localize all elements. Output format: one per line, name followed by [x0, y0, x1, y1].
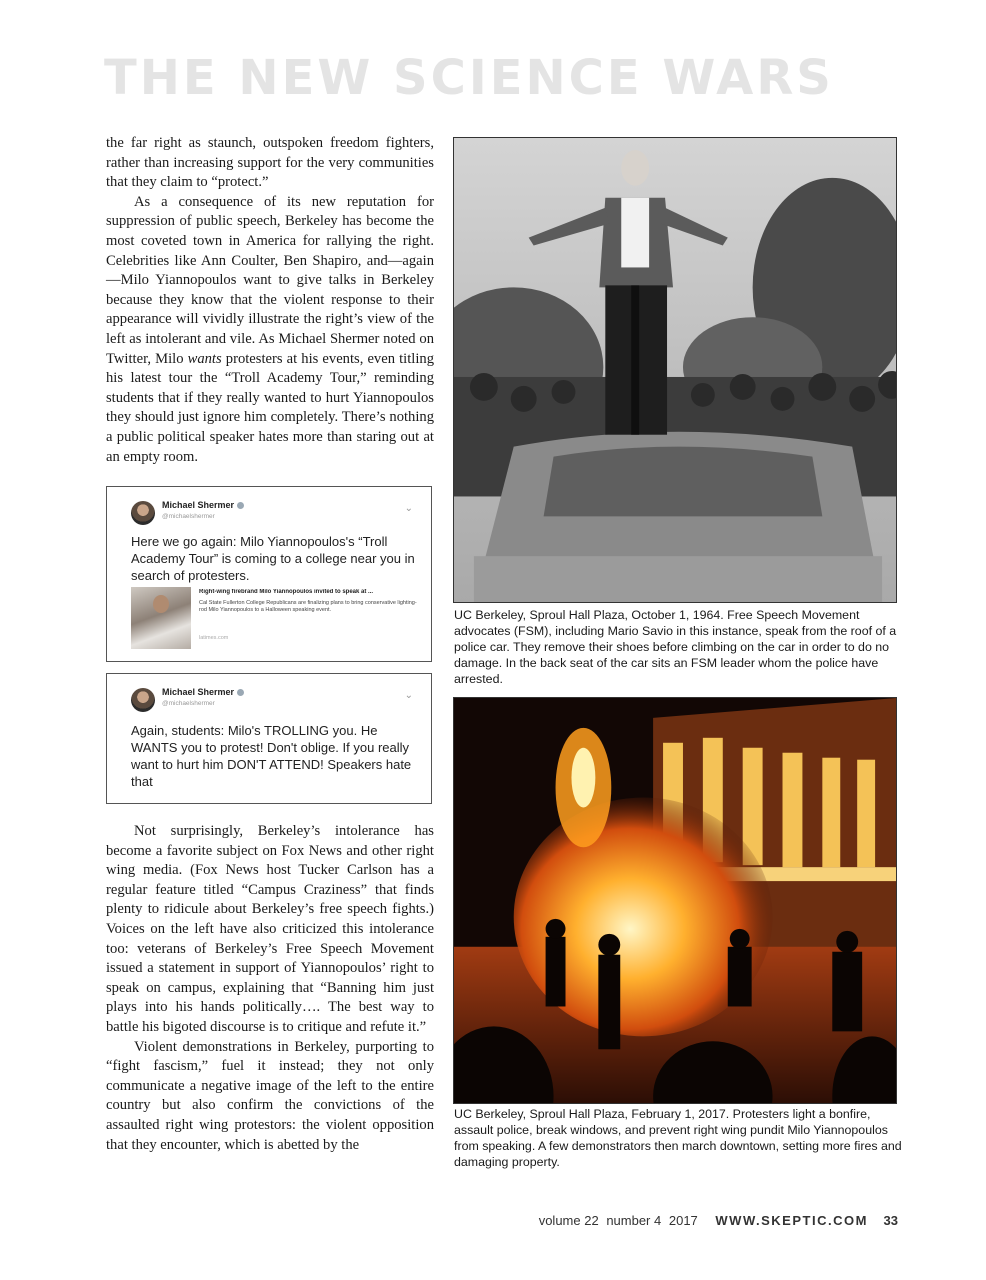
article-column-bottom	[106, 822, 434, 1155]
paragraph: the far right as staunch, outspoken freedom fighters, rather than increasing support for the very communities that they claim to “protect.”	[106, 135, 434, 191]
avatar	[131, 688, 155, 712]
photo-2-caption: UC Berkeley, Sproul Hall Plaza, February 1, 2017. Protesters light a bonfire, assault police, break windows, and prevent right wing pundit Milo Yiannopoulos from speaking. A few demonstrators then march downtown, setting more fires and damaging property.	[454, 1107, 902, 1169]
paragraph: Violent demonstrations in Berkeley, purporting to “fight fascism,” fuel it instead; they not only communicate a negative image of the left to the entire country but also confirm the convictions of the assaulted right wing protestors: the violent opposition that they encounter, which is abetted by the	[106, 1038, 434, 1153]
tweet-text: Here we go again: Milo Yiannopoulos's “Troll Academy Tour” is coming to a college near you in search of protesters.	[131, 534, 415, 583]
page-footer	[535, 1213, 898, 1228]
footer-year: 2017	[668, 1213, 698, 1228]
photo-1964-protest	[453, 137, 897, 603]
article-column-top	[106, 134, 434, 467]
link-preview-title: Right-wing firebrand Milo Yiannopoulos invited to speak at ...	[199, 589, 374, 595]
footer-volume: volume 22	[538, 1213, 599, 1228]
photo-2017-protest	[453, 697, 897, 1104]
paragraph-text: protesters at his events, even titling his latest tour the “Troll Academy Tour,” reminding students that if they really wanted to hurt Yiannopoulos they should just ignore him completely. There’s nothing a public political speaker hates more than staring out at an empty room.	[106, 350, 434, 465]
author-name-text: Michael Shermer	[162, 687, 235, 697]
tweet-header	[131, 499, 417, 527]
page-number: 33	[883, 1213, 898, 1228]
link-preview-description: Cal State Fullerton College Republicans are finalizing plans to bring conservative lighting-rod Milo Yiannopoulos to a Halloween speaking event.	[199, 600, 417, 613]
emphasis: wants	[187, 350, 222, 367]
verified-icon	[237, 689, 244, 696]
paragraph-text: As a consequence of its new reputation for suppression of public speech, Berkeley has become the most coveted town in America for rallying the right. Celebrities like Ann Coulter, Ben Shapiro, and—again—Milo Yiannopoulos want to give talks in Berkeley because they know that the violent response to their appearance will vividly illustrate the right’s view of the left as intolerant and vile. As Michael Shermer noted on Twitter, Milo	[106, 193, 434, 367]
author-name-text: Michael Shermer	[162, 500, 235, 510]
verified-icon	[237, 502, 244, 509]
footer-website: WWW.SKEPTIC.COM	[715, 1213, 868, 1228]
tweet-embed	[106, 673, 432, 804]
chevron-down-icon: ⌄	[404, 503, 413, 514]
photo-1-caption: UC Berkeley, Sproul Hall Plaza, October 1, 1964. Free Speech Movement advocates (FSM), including Mario Savio in this instance, speak from the roof of a police car. They remove their shoes before climbing on the car in order to do no damage. In the back seat of the car sits an FSM leader whom the police have arrested.	[454, 608, 897, 686]
link-preview-image	[131, 587, 191, 649]
tweet-header	[131, 686, 417, 714]
link-preview-card	[131, 587, 417, 651]
photo-2017-illustration	[454, 698, 896, 1103]
tweet-text: Again, students: Milo's TROLLING you. He WANTS you to protest! Don't oblige. If you really want to hurt him DON'T ATTEND! Speakers hate that	[131, 723, 412, 789]
tweet-author-handle: @michaelshermer	[162, 700, 215, 707]
tweet-author-handle: @michaelshermer	[162, 513, 215, 520]
tweet-author-name	[162, 500, 244, 510]
page-header-title: THE NEW SCIENCE WARS	[104, 50, 834, 106]
link-preview-source: latimes.com	[199, 635, 229, 641]
avatar	[131, 501, 155, 525]
tweet-author-name	[162, 687, 244, 697]
paragraph: Not surprisingly, Berkeley’s intolerance has become a favorite subject on Fox News and other right wing media. (Fox News host Tucker Carlson has a regular feature titled “Campus Craziness” that finds plenty to ridicule about Berkeley’s free speech fights.) Voices on the left have also criticized this intolerance too: veterans of Berkeley’s Free Speech Movement issued a statement in support of Yiannopoulos’ right to speak on campus, explaining that “Banning him just plays into his hands politically…. The best way to battle his bigoted discourse is to critique and refute it.”	[106, 823, 434, 1035]
paragraph	[106, 193, 434, 467]
chevron-down-icon: ⌄	[404, 690, 413, 701]
photo-1964-illustration	[454, 138, 896, 602]
tweet-embed	[106, 486, 432, 662]
footer-number: number 4	[606, 1213, 662, 1228]
